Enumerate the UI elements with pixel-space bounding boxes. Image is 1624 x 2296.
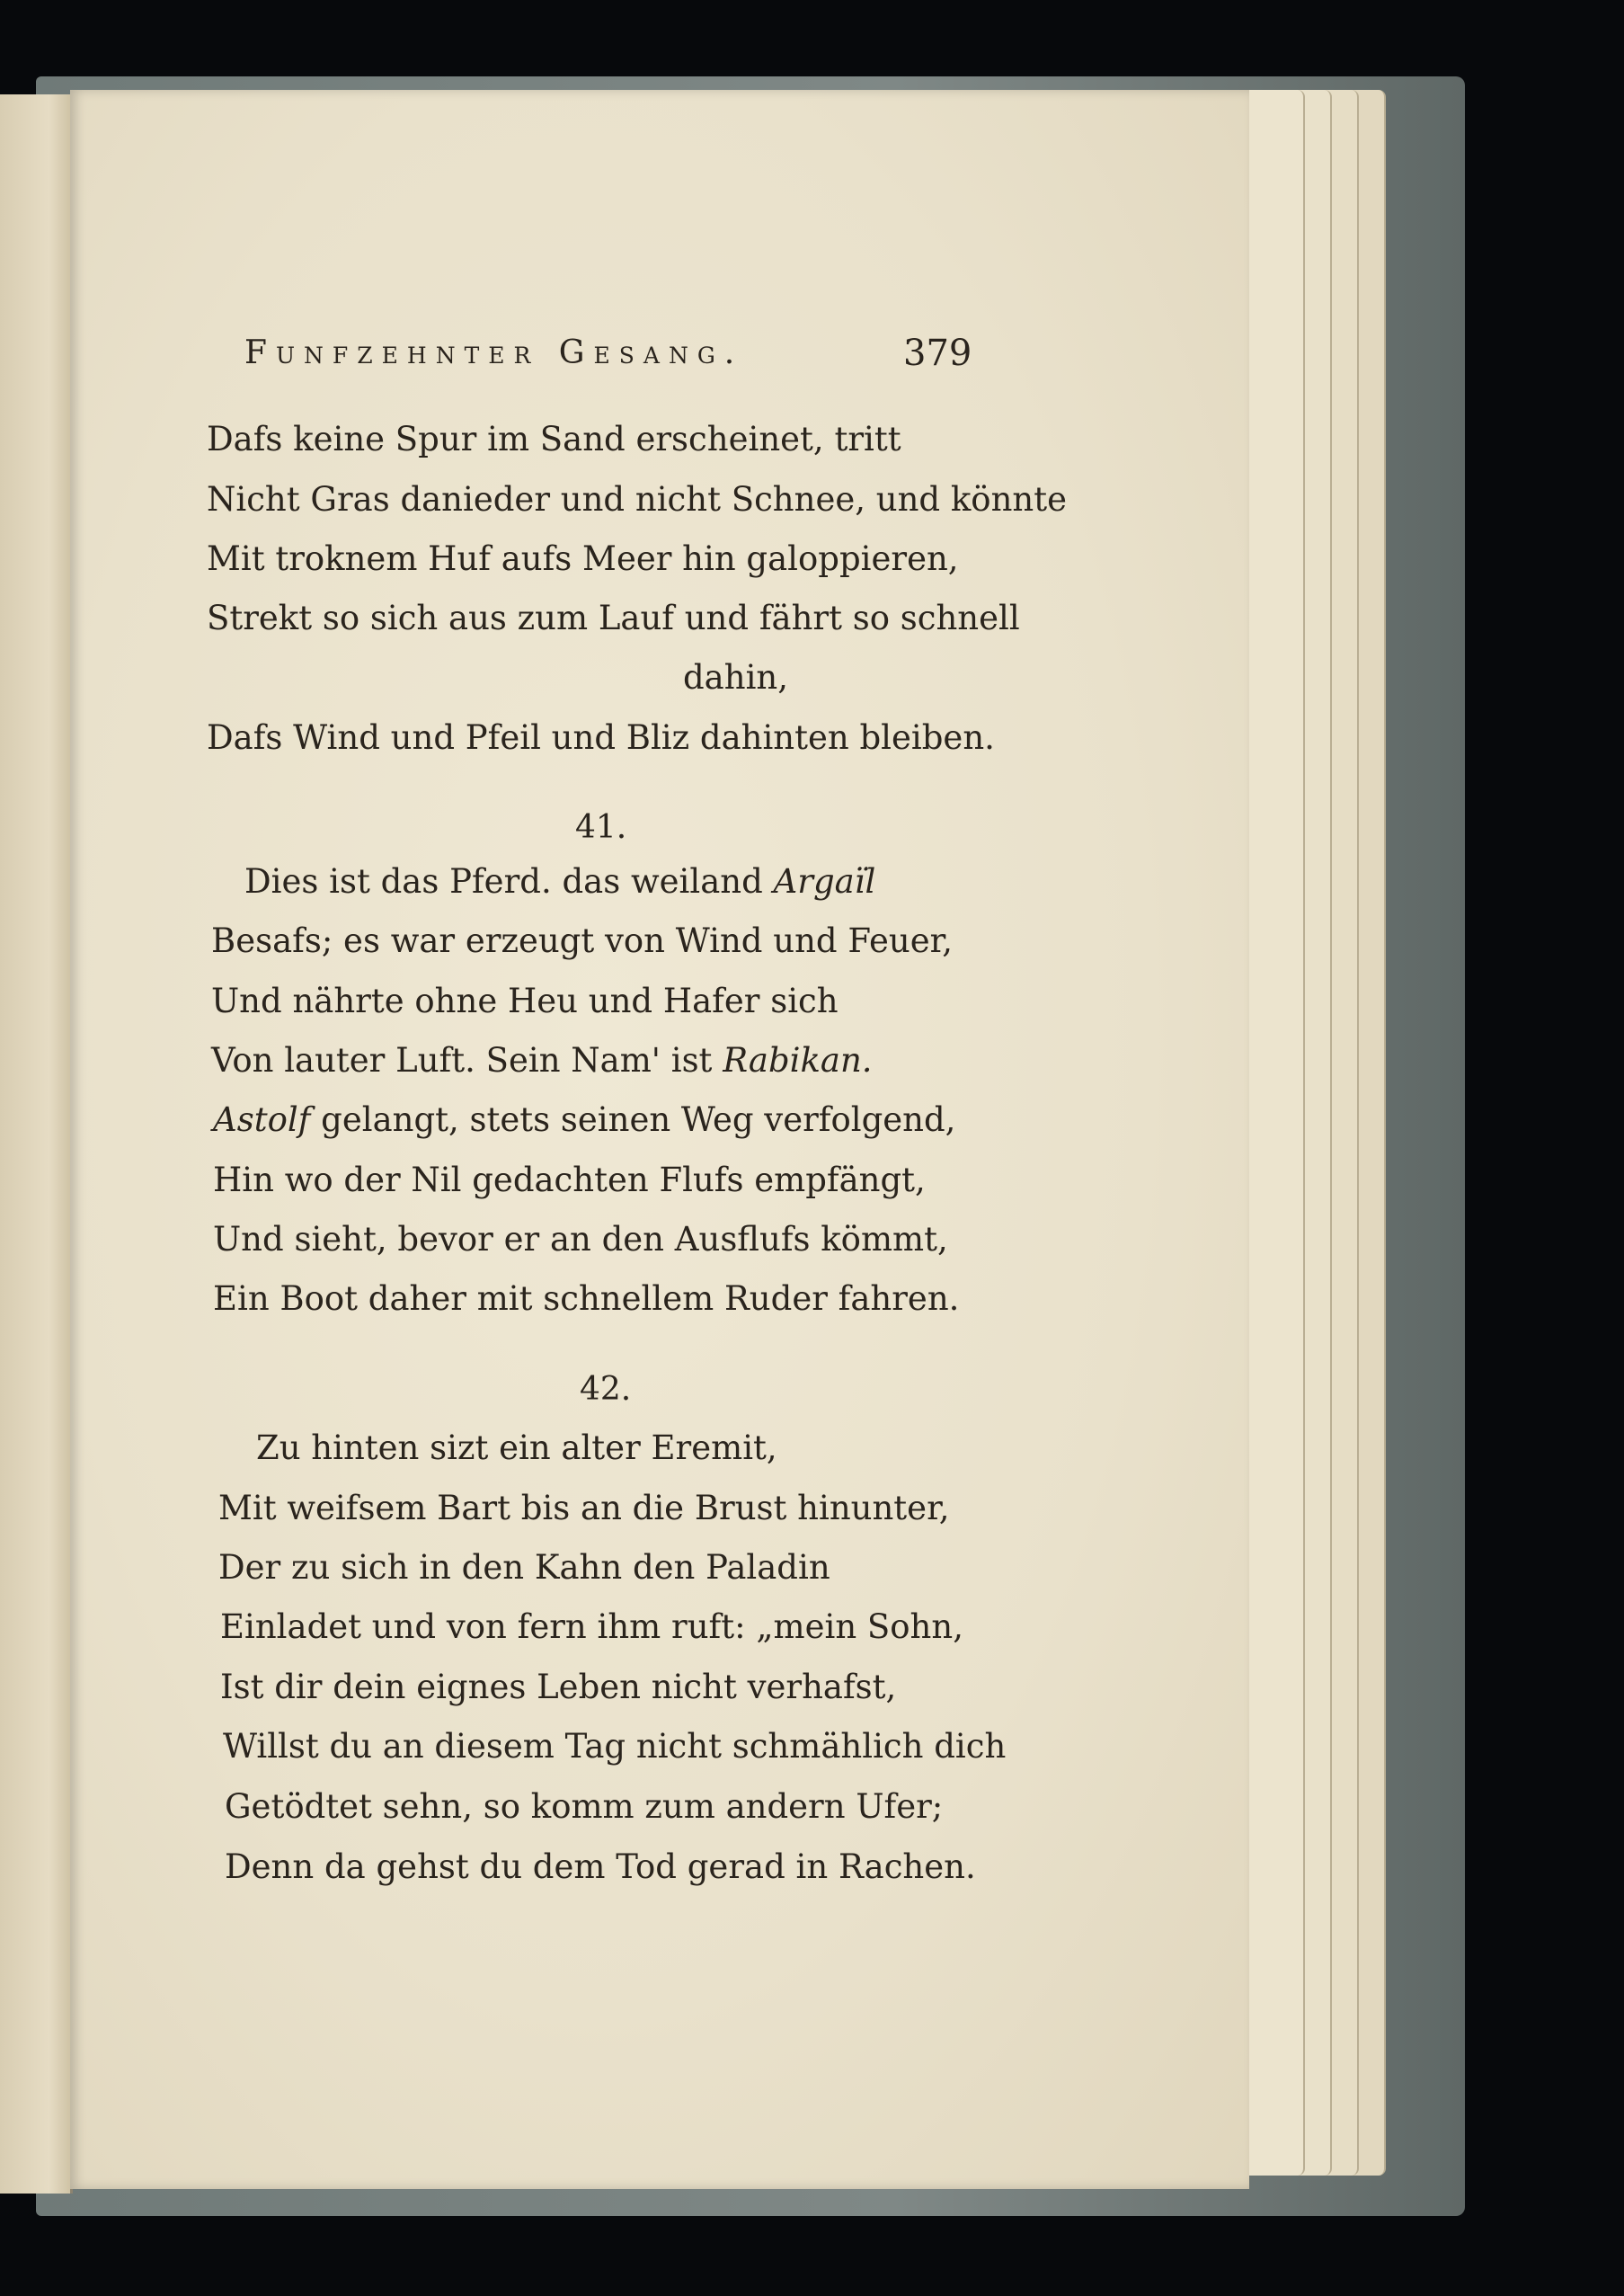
verse-line: dahin, (683, 658, 788, 697)
verse-line: Hin wo der Nil gedachten Flufs empfängt, (213, 1161, 926, 1199)
verse-line: Mit weifsem Bart bis an die Brust hinunter, (218, 1489, 950, 1527)
stanza-number: 42. (580, 1371, 632, 1408)
verse-line: Von lauter Luft. Sein Nam' ist Rabikan. (211, 1041, 873, 1080)
verse-line: Zu hinten sizt ein alter Eremit, (256, 1428, 777, 1467)
facing-page-left (0, 94, 73, 2194)
verse-line: Besafs; es war erzeugt von Wind und Feuer, (211, 921, 954, 960)
verse-line: Nicht Gras danieder und nicht Schnee, und könnte (207, 480, 1067, 519)
verse-line: Der zu sich in den Kahn den Paladin (218, 1548, 830, 1587)
running-head: Funfzehnter Gesang. (244, 334, 744, 371)
verse-line: Getödtet sehn, so komm zum andern Ufer; (225, 1787, 944, 1826)
stanza-number: 41. (575, 809, 627, 846)
verse-line: Ein Boot daher mit schnellem Ruder fahren. (213, 1279, 960, 1318)
page-number: 379 (903, 333, 972, 374)
verse-line: Denn da gehst du dem Tod gerad in Rachen. (225, 1847, 976, 1886)
verse-line: Einladet und von fern ihm ruft: „mein Sohn, (220, 1607, 963, 1646)
verse-line: Ist dir dein eignes Leben nicht verhafst, (220, 1668, 897, 1706)
verse-line: Dies ist das Pferd. das weiland Argaïl (244, 862, 876, 901)
verse-line: Mit troknem Huf aufs Meer hin galoppieren, (207, 539, 959, 578)
verse-line: Dafs keine Spur im Sand erscheinet, tritt (207, 420, 901, 458)
verse-line: Strekt so sich aus zum Lauf und fährt so schnell (207, 599, 1020, 637)
verse-line: Astolf gelangt, stets seinen Weg verfolgend, (213, 1100, 956, 1139)
verse-line: Dafs Wind und Pfeil und Bliz dahinten bleiben. (207, 718, 995, 757)
verse-line: Willst du an diesem Tag nicht schmählich dich (223, 1727, 1007, 1766)
verse-line: Und sieht, bevor er an den Ausflufs kömmt, (213, 1220, 948, 1259)
verse-line: Und nährte ohne Heu und Hafer sich (211, 982, 839, 1020)
